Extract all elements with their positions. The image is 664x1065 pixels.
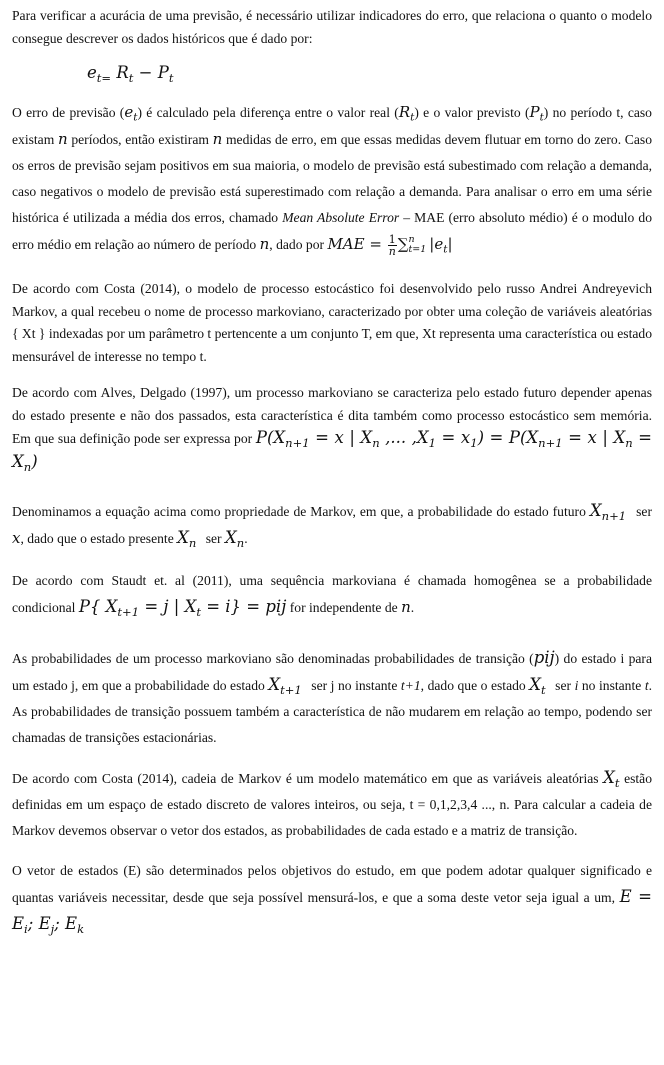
paragraph-markov-chain: De acordo com Costa (2014), cadeia de Markov é um modelo matemático em que as variáveis aleatórias $X_t$ estão definidas em um espaço de estado discreto de valores inteiros, ou seja, t = 0,1,2,3,4 ..., n. Para calcular a cadeia de Markov devemos observar o vetor dos estados, as probabilidades de cada estado e a matriz de transição. xyxy=(12,768,652,838)
paragraph-accuracy: Para verificar a acurácia de uma previsão, é necessário utilizar indicadores do erro, que relaciona o quanto o modelo consegue descrever os dados históricos que é dado por: xyxy=(12,8,652,46)
paragraph-alves-delgado: De acordo com Alves, Delgado (1997), um processo markoviano se caracteriza pelo estado futuro depender apenas do estado presente e não dos passados, esta característica é dita também como processo estocástico sem memória. Em que sua definição pode ser expressa por $P(X_{n+1} = x$ | $X_n$ ,... $,X_1 = x_1) = P(X_{n+1} = x$ | $X_n = X_n$) xyxy=(12,385,652,474)
mae-formula: MAE = $\frac{1}{n}$ ∑ n t=1 $|e_t|$ xyxy=(327,232,453,258)
document-page xyxy=(12,0,652,938)
paragraph-state-vector: O vetor de estados (E) são determinados pelos objetivos do estudo, em que podem adotar qualquer significado e quantas variáveis necessitar, desde que seja possível mensurá-los, e que a soma deste vetor seja igual a um, $E = E_i$; $E_j$; $E_k$ xyxy=(12,863,652,937)
paragraph-transition-probabilities: As probabilidades de um processo markoviano são denominadas probabilidades de transição (pij) do estado i para um estado j, em que a probabilidade do estado $X_{t+1}$ ser j no instante t+1, dado que o estado $X_t$ ser i no instante t. As probabilidades de transição possuem também a característica de não mudarem em relação ao tempo, podendo ser chamadas de transições estacionárias. xyxy=(12,648,652,745)
error-equation: $e_{t=}$ $R_t - P_t$ xyxy=(87,63,174,86)
homogeneous-equation: P{ $X_{t+1} = j$ | $X_t = i$} = pij xyxy=(78,597,287,620)
paragraph-markov-property: Denominamos a equação acima como propriedade de Markov, em que, a probabilidade do estado futuro $X_{n+1}$ ser x, dado que o estado presente $X_n$ ser $X_n$. xyxy=(12,501,652,551)
paragraph-forecast-error: O erro de previsão $(e_t)$ é calculado pela diferença entre o valor real $(R_t)$ e o valor previsto $(P_t)$ no período t, caso existam n períodos, então existiram n medidas de erro, em que essas medidas devem flutuar em torno do zero. Caso os erros de previsão sejam positivos em sua maioria, o modelo de previsão está subestimado com relação a demanda, caso negativos o modelo de previsão está superestimado com relação a demanda. Para analisar o erro em uma série histórica é utilizada a média dos erros, chamado Mean Absolute Error – MAE (erro absoluto médio) é o modulo do erro médio em relação ao número de período n, dado por MAE = $\frac{1}{n}$ ∑ n t=1 $|e_t|$ xyxy=(12,103,653,258)
markov-property-equation: $P(X_{n+1} = x$ | $X_n$ ,... $,X_1 = x_1) = P(X_{n+1} = x$ | $X_n = X_n$) xyxy=(12,428,652,474)
paragraph-homogeneous: De acordo com Staudt et. al (2011), uma sequência markoviana é chamada homogênea se a probabilidade condicional P{ $X_{t+1} = j$ | $X_t = i$} = pij for independente de n. xyxy=(12,573,652,620)
state-vector-equation: $E = E_i$; $E_j$; $E_k$ xyxy=(12,887,652,937)
paragraph-costa-markov: De acordo com Costa (2014), o modelo de processo estocástico foi desenvolvido pelo russo Andrei Andreyevich Markov, a qual recebeu o nome de processo markoviano, caracterizado por obter uma coleção de variáveis aleatórias { Xt } indexadas por um parâmetro t pertencente a um conjunto T, em que, Xt representa uma característica ou estado mensurável de interesse no tempo t. xyxy=(12,281,652,364)
